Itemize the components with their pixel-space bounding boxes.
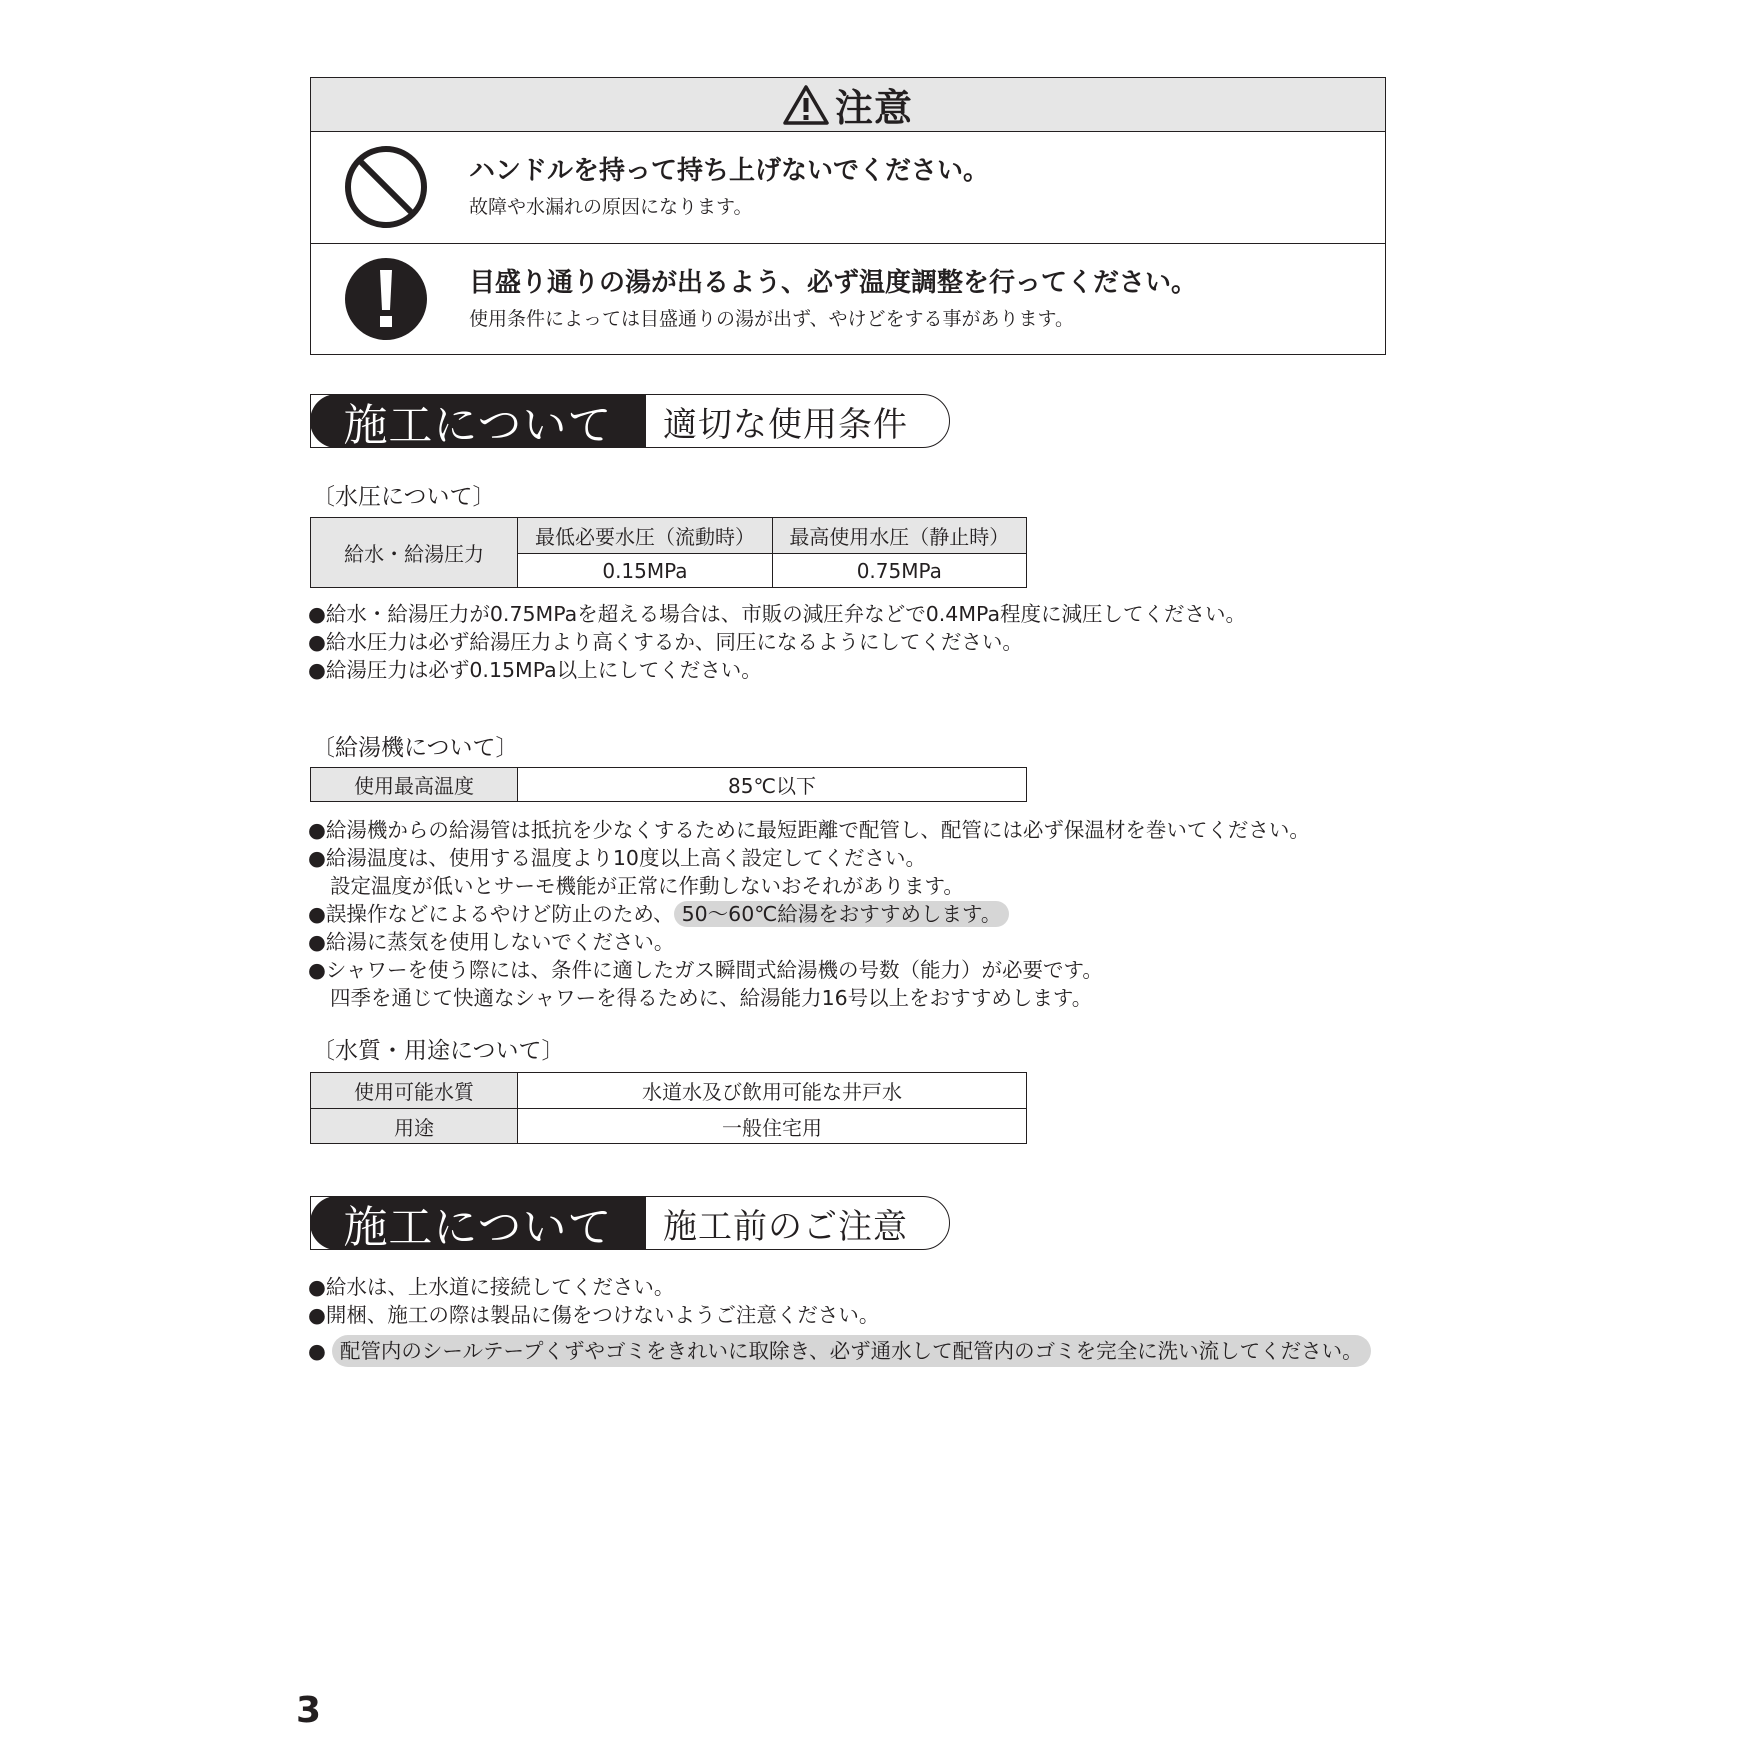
highlighted-instruction: 配管内のシールテープくずやゴミをきれいに取除き、必ず通水して配管内のゴミを完全に洗い流してください。	[332, 1335, 1371, 1367]
water-heater-notes	[308, 816, 1310, 1012]
caution-header	[311, 78, 1385, 132]
caution-main-text: ハンドルを持って持ち上げないでください。	[469, 155, 990, 186]
table-cell: 0.75MPa	[772, 554, 1026, 588]
caution-sub-text: 故障や水漏れの原因になります。	[469, 196, 753, 219]
list-item: ●開梱、施工の際は製品に傷をつけないようご注意ください。	[308, 1303, 880, 1327]
table-cell: 85℃以下	[518, 768, 1027, 802]
list-item: ●給水・給湯圧力が0.75MPaを超える場合は、市販の減圧弁などで0.4MPa程度に減圧してください。	[308, 602, 1247, 626]
water-quality-table	[310, 1072, 1027, 1144]
table-column-header: 最高使用水圧（静止時）	[772, 518, 1026, 554]
caution-title: 注意	[834, 86, 913, 130]
table-cell: 一般住宅用	[518, 1109, 1027, 1144]
water-heater-table	[310, 767, 1027, 802]
pre-installation-notes	[308, 1273, 1371, 1365]
table-row-label: 用途	[311, 1109, 518, 1144]
warning-triangle-icon	[783, 84, 829, 126]
caution-item-temperature	[311, 244, 1385, 354]
table-column-header: 最低必要水圧（流動時）	[518, 518, 772, 554]
section-pill: 施工について	[310, 394, 646, 448]
list-item-continuation: 四季を通じて快適なシャワーを得るために、給湯能力16号以上をおすすめします。	[330, 986, 1093, 1010]
section-header-pre-installation	[310, 1196, 950, 1250]
table-row-label: 使用最高温度	[311, 768, 518, 802]
table-row-label: 使用可能水質	[311, 1073, 518, 1109]
caution-item-no-lift	[311, 131, 1385, 244]
list-item	[308, 1337, 1371, 1365]
caution-main-text: 目盛り通りの湯が出るよう、必ず温度調整を行ってください。	[469, 267, 1198, 298]
highlighted-recommendation: 50～60℃給湯をおすすめします。	[674, 901, 1010, 927]
list-item-continuation: 設定温度が低いとサーモ機能が正常に作動しないおそれがあります。	[330, 874, 964, 898]
prohibition-icon	[343, 144, 429, 230]
water-pressure-table	[310, 517, 1027, 588]
page-number: 3	[296, 1690, 322, 1731]
table-row-label: 給水・給湯圧力	[311, 518, 518, 588]
section-pill: 施工について	[310, 1196, 646, 1250]
section-subtitle: 施工前のご注意	[663, 1206, 908, 1247]
list-item-text: ●誤操作などによるやけど防止のため、	[308, 902, 674, 926]
water-pressure-heading: 〔水圧について〕	[312, 484, 496, 510]
water-quality-heading: 〔水質・用途について〕	[312, 1038, 565, 1064]
section-header-usage-conditions	[310, 394, 950, 448]
table-cell: 0.15MPa	[518, 554, 772, 588]
water-heater-heading: 〔給湯機について〕	[312, 735, 519, 761]
list-item: ●給湯機からの給湯管は抵抗を少なくするために最短距離で配管し、配管には必ず保温材を巻いてください。	[308, 818, 1310, 842]
list-item: ●給水圧力は必ず給湯圧力より高くするか、同圧になるようにしてください。	[308, 630, 1023, 654]
list-item: ●給湯圧力は必ず0.15MPa以上にしてください。	[308, 658, 762, 682]
list-item: ●給水は、上水道に接続してください。	[308, 1275, 675, 1299]
exclamation-icon	[343, 256, 429, 342]
list-item: ●給湯温度は、使用する温度より10度以上高く設定してください。	[308, 846, 926, 870]
bullet-mark: ●	[308, 1339, 326, 1363]
table-cell: 水道水及び飲用可能な井戸水	[518, 1073, 1027, 1109]
section-subtitle: 適切な使用条件	[663, 404, 908, 445]
list-item	[308, 900, 1310, 928]
list-item: ●給湯に蒸気を使用しないでください。	[308, 930, 675, 954]
caution-box	[310, 77, 1386, 355]
list-item: ●シャワーを使う際には、条件に適したガス瞬間式給湯機の号数（能力）が必要です。	[308, 958, 1103, 982]
caution-sub-text: 使用条件によっては目盛通りの湯が出ず、やけどをする事があります。	[469, 308, 1074, 331]
water-pressure-notes	[308, 600, 1246, 684]
